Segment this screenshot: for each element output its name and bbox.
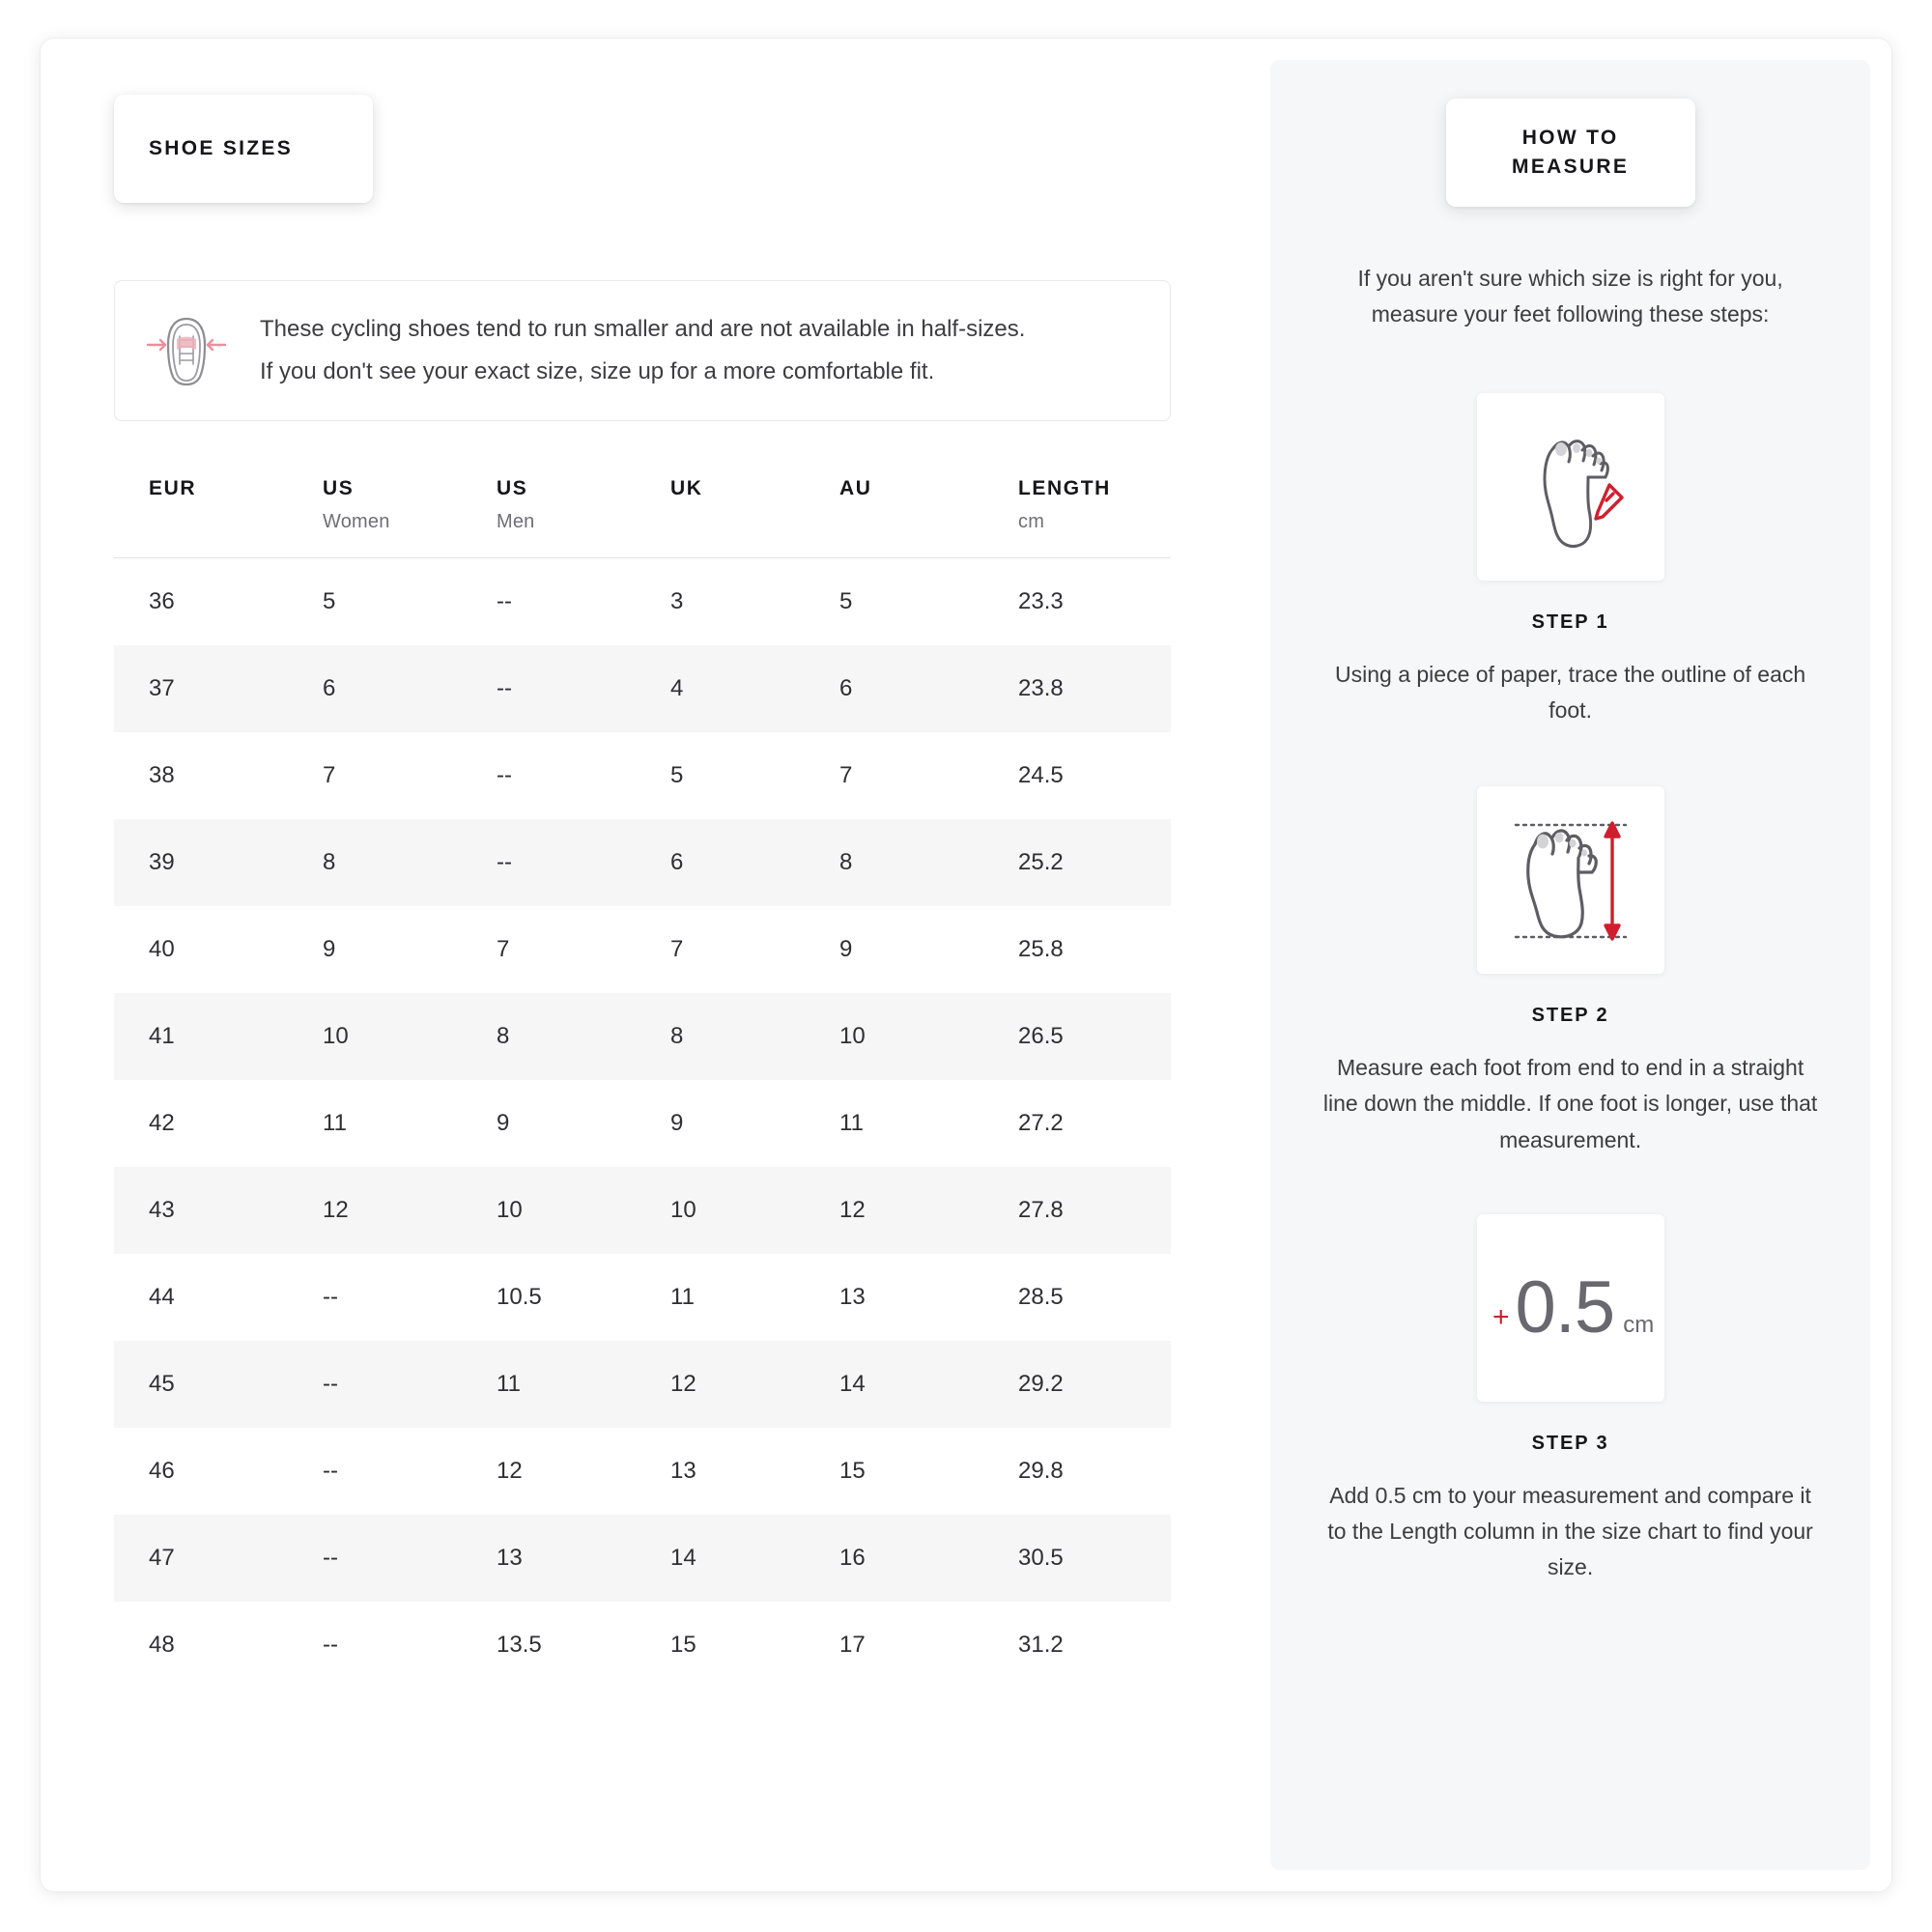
cell-us-men: 10 (462, 1167, 636, 1254)
cell-length: 29.8 (983, 1428, 1171, 1515)
cell-length: 30.5 (983, 1515, 1171, 1602)
cell-eur: 44 (114, 1254, 288, 1341)
how-to-measure-title-line-1: HOW TO (1521, 127, 1619, 150)
cell-us-women: 6 (288, 645, 462, 732)
cell-eur: 36 (114, 558, 288, 645)
cell-length: 27.2 (983, 1080, 1171, 1167)
cell-au: 10 (805, 993, 983, 1080)
column-header-us-women-sub: Women (323, 511, 390, 533)
size-chart-card (41, 39, 1891, 1891)
table-row (114, 1428, 1171, 1515)
measure-step-1 (1270, 393, 1870, 729)
foot-trace-pencil-icon (1477, 393, 1664, 581)
cell-us-men: 9 (462, 1080, 636, 1167)
cell-length: 28.5 (983, 1254, 1171, 1341)
column-header-us-women-main: US (323, 477, 355, 499)
cell-length: 23.8 (983, 645, 1171, 732)
cell-us-women: 5 (288, 558, 462, 645)
measure-step-3-desc: Add 0.5 cm to your measurement and compare it to the Length column in the size chart to find your size. (1327, 1482, 1813, 1580)
column-header-au-main: AU (839, 477, 872, 499)
cell-au: 13 (805, 1254, 983, 1341)
cell-eur: 43 (114, 1167, 288, 1254)
cell-au: 17 (805, 1602, 983, 1689)
sizing-note-line-1: These cycling shoes tend to run smaller and are not available in half-sizes. (260, 316, 1026, 343)
cell-eur: 41 (114, 993, 288, 1080)
cell-au: 8 (805, 819, 983, 906)
cell-au: 16 (805, 1515, 983, 1602)
cell-us-men: 8 (462, 993, 636, 1080)
cell-us-men: 13 (462, 1515, 636, 1602)
table-row (114, 558, 1171, 645)
cell-eur: 38 (114, 732, 288, 819)
plus-sign: + (1492, 1300, 1510, 1333)
cell-au: 6 (805, 645, 983, 732)
table-row (114, 1602, 1171, 1689)
cell-us-men: -- (462, 558, 636, 645)
column-header-length (983, 477, 1171, 558)
cell-uk: 9 (636, 1080, 805, 1167)
table-row (114, 906, 1171, 993)
column-header-eur-main: EUR (149, 477, 197, 499)
table-row (114, 645, 1171, 732)
table-header-row (114, 477, 1171, 558)
column-header-us-men-main: US (497, 477, 528, 499)
cell-us-women: 8 (288, 819, 462, 906)
cell-au: 14 (805, 1341, 983, 1428)
cell-au: 12 (805, 1167, 983, 1254)
cell-eur: 37 (114, 645, 288, 732)
measure-step-2-label: STEP 2 (1531, 1005, 1609, 1026)
cell-length: 29.2 (983, 1341, 1171, 1428)
cell-length: 31.2 (983, 1602, 1171, 1689)
foot-length-arrow-icon (1477, 786, 1664, 974)
size-chart-table (114, 477, 1171, 1689)
cell-eur: 42 (114, 1080, 288, 1167)
cell-us-men: -- (462, 732, 636, 819)
half-cm-value: 0.5 (1515, 1265, 1615, 1349)
cell-us-men: -- (462, 819, 636, 906)
column-header-us-men-sub: Men (497, 511, 535, 533)
page-title: SHOE SIZES (149, 137, 294, 159)
column-header-length-sub: cm (1018, 511, 1045, 533)
measure-step-2-desc: Measure each foot from end to end in a straight line down the middle. If one foot is longer, use that measurement. (1322, 1055, 1818, 1152)
cell-us-men: -- (462, 645, 636, 732)
how-to-measure-title-chip (1446, 99, 1695, 207)
shoe-width-icon (142, 306, 231, 395)
cell-length: 23.3 (983, 558, 1171, 645)
cell-eur: 47 (114, 1515, 288, 1602)
cell-length: 24.5 (983, 732, 1171, 819)
cell-uk: 12 (636, 1341, 805, 1428)
measure-step-3-label: STEP 3 (1531, 1432, 1609, 1454)
cell-length: 27.8 (983, 1167, 1171, 1254)
cell-au: 9 (805, 906, 983, 993)
measure-step-1-label: STEP 1 (1531, 611, 1609, 633)
cell-uk: 4 (636, 645, 805, 732)
column-header-length-main: LENGTH (1018, 477, 1111, 499)
cell-us-men: 13.5 (462, 1602, 636, 1689)
table-row (114, 1254, 1171, 1341)
cell-au: 5 (805, 558, 983, 645)
cell-length: 25.8 (983, 906, 1171, 993)
cell-uk: 14 (636, 1515, 805, 1602)
shoe-sizes-title-chip (114, 95, 373, 203)
measure-step-3 (1270, 1214, 1870, 1586)
cell-us-women: 12 (288, 1167, 462, 1254)
cell-au: 11 (805, 1080, 983, 1167)
table-row (114, 1515, 1171, 1602)
column-header-eur (114, 477, 288, 558)
shoe-sizes-pane (41, 39, 1270, 1891)
cell-eur: 48 (114, 1602, 288, 1689)
plus-half-cm-glyph (1477, 1265, 1664, 1349)
cell-uk: 15 (636, 1602, 805, 1689)
cell-length: 26.5 (983, 993, 1171, 1080)
half-cm-unit: cm (1623, 1311, 1655, 1338)
table-body (114, 558, 1171, 1689)
cell-eur: 39 (114, 819, 288, 906)
cell-us-men: 7 (462, 906, 636, 993)
cell-au: 15 (805, 1428, 983, 1515)
cell-uk: 11 (636, 1254, 805, 1341)
sizing-note-text (260, 314, 1025, 386)
cell-uk: 7 (636, 906, 805, 993)
how-to-measure-title-line-2: MEASURE (1512, 155, 1630, 178)
cell-au: 7 (805, 732, 983, 819)
cell-us-men: 10.5 (462, 1254, 636, 1341)
cell-us-women: -- (288, 1515, 462, 1602)
table-row (114, 819, 1171, 906)
table-row (114, 732, 1171, 819)
cell-us-women: -- (288, 1254, 462, 1341)
column-header-uk-main: UK (670, 477, 703, 499)
column-header-uk (636, 477, 805, 558)
column-header-us-men (462, 477, 636, 558)
cell-uk: 10 (636, 1167, 805, 1254)
how-to-measure-pane (1270, 60, 1870, 1870)
cell-us-men: 11 (462, 1341, 636, 1428)
cell-us-women: -- (288, 1602, 462, 1689)
cell-us-women: 11 (288, 1080, 462, 1167)
table-row (114, 993, 1171, 1080)
cell-uk: 6 (636, 819, 805, 906)
cell-us-women: -- (288, 1341, 462, 1428)
cell-uk: 3 (636, 558, 805, 645)
measure-step-2 (1270, 786, 1870, 1158)
measure-step-1-desc: Using a piece of paper, trace the outline of each foot. (1335, 661, 1806, 723)
table-header (114, 477, 1171, 558)
column-header-au (805, 477, 983, 558)
cell-uk: 13 (636, 1428, 805, 1515)
sizing-note-callout (114, 280, 1171, 421)
cell-us-women: 9 (288, 906, 462, 993)
cell-eur: 40 (114, 906, 288, 993)
cell-us-women: 7 (288, 732, 462, 819)
cell-us-women: -- (288, 1428, 462, 1515)
sizing-note-line-2: If you don't see your exact size, size up for a more comfortable fit. (260, 358, 935, 384)
cell-eur: 45 (114, 1341, 288, 1428)
column-header-us-women (288, 477, 462, 558)
how-to-measure-intro: If you aren't sure which size is right for you, measure your feet following these steps: (1357, 266, 1783, 327)
cell-eur: 46 (114, 1428, 288, 1515)
table-row (114, 1167, 1171, 1254)
table-row (114, 1341, 1171, 1428)
cell-length: 25.2 (983, 819, 1171, 906)
plus-half-cm-icon (1477, 1214, 1664, 1402)
cell-us-women: 10 (288, 993, 462, 1080)
cell-uk: 8 (636, 993, 805, 1080)
table-row (114, 1080, 1171, 1167)
cell-uk: 5 (636, 732, 805, 819)
cell-us-men: 12 (462, 1428, 636, 1515)
